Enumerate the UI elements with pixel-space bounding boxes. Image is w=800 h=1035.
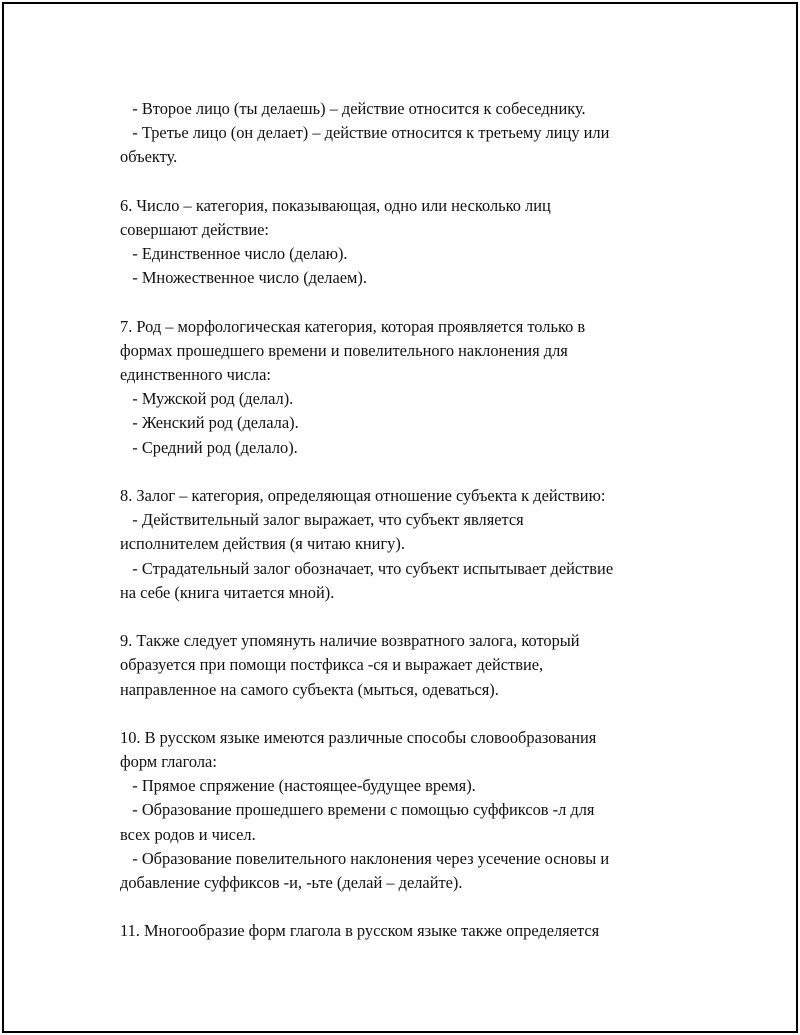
paragraph — [120, 919, 700, 943]
text-line: - Образование повелительного наклонения через усечение основы и — [120, 848, 610, 868]
text-line: направленное на самого субъекта (мыться, одеваться). — [120, 679, 499, 699]
text-line: на себе (книга читается мной). — [120, 582, 335, 602]
text-line: - Действительный залог выражает, что субъект является — [120, 510, 524, 530]
paragraph-gap — [120, 291, 700, 315]
text-line: 11. Многообразие форм глагола в русском языке также определяется — [120, 921, 600, 941]
paragraph — [120, 194, 700, 291]
text-line: форм глагола: — [120, 752, 217, 772]
paragraph — [120, 315, 700, 460]
paragraph-gap — [120, 170, 700, 194]
text-line: - Средний род (делало). — [120, 437, 298, 457]
page-frame — [2, 2, 798, 1033]
text-line: - Множественное число (делаем). — [120, 268, 367, 288]
paragraph-gap — [120, 605, 700, 629]
paragraph — [120, 97, 700, 170]
paragraph — [120, 629, 700, 702]
text-line: - Мужской род (делал). — [120, 389, 294, 409]
text-line: образуется при помощи постфикса -ся и выражает действие, — [120, 655, 544, 675]
paragraph-gap — [120, 460, 700, 484]
text-line: совершают действие: — [120, 219, 269, 239]
text-line: - Единственное число (делаю). — [120, 244, 348, 264]
text-line: - Женский род (делала). — [120, 413, 299, 433]
text-line: всех родов и чисел. — [120, 824, 256, 844]
text-line: 6. Число – категория, показывающая, одно или несколько лиц — [120, 195, 551, 215]
paragraph — [120, 484, 700, 605]
text-line: 10. В русском языке имеются различные способы словообразования — [120, 727, 597, 747]
text-line: - Третье лицо (он делает) – действие относится к третьему лицу или — [120, 123, 610, 143]
text-line: - Страдательный залог обозначает, что субъект испытывает действие — [120, 558, 614, 578]
text-line: единственного числа: — [120, 365, 271, 385]
text-line: 9. Также следует упомянуть наличие возвратного залога, который — [120, 631, 580, 651]
text-line: 8. Залог – категория, определяющая отношение субъекта к действию: — [120, 486, 606, 505]
paragraph — [120, 726, 700, 895]
text-line: добавление суффиксов -и, -ьте (делай – делайте). — [120, 873, 463, 892]
paragraph-gap — [120, 895, 700, 919]
document-body — [120, 97, 700, 944]
paragraph-gap — [120, 702, 700, 726]
text-line: - Образование прошедшего времени с помощью суффиксов -л для — [120, 800, 595, 820]
text-line: - Прямое спряжение (настоящее-будущее время). — [120, 776, 476, 796]
text-line: 7. Род – морфологическая категория, которая проявляется только в — [120, 316, 586, 336]
text-line: исполнителем действия (я читаю книгу). — [120, 534, 405, 554]
text-line: формах прошедшего времени и повелительного наклонения для — [120, 340, 568, 360]
text-line: - Второе лицо (ты делаешь) – действие относится к собеседнику. — [120, 99, 586, 118]
text-line: объекту. — [120, 147, 178, 167]
